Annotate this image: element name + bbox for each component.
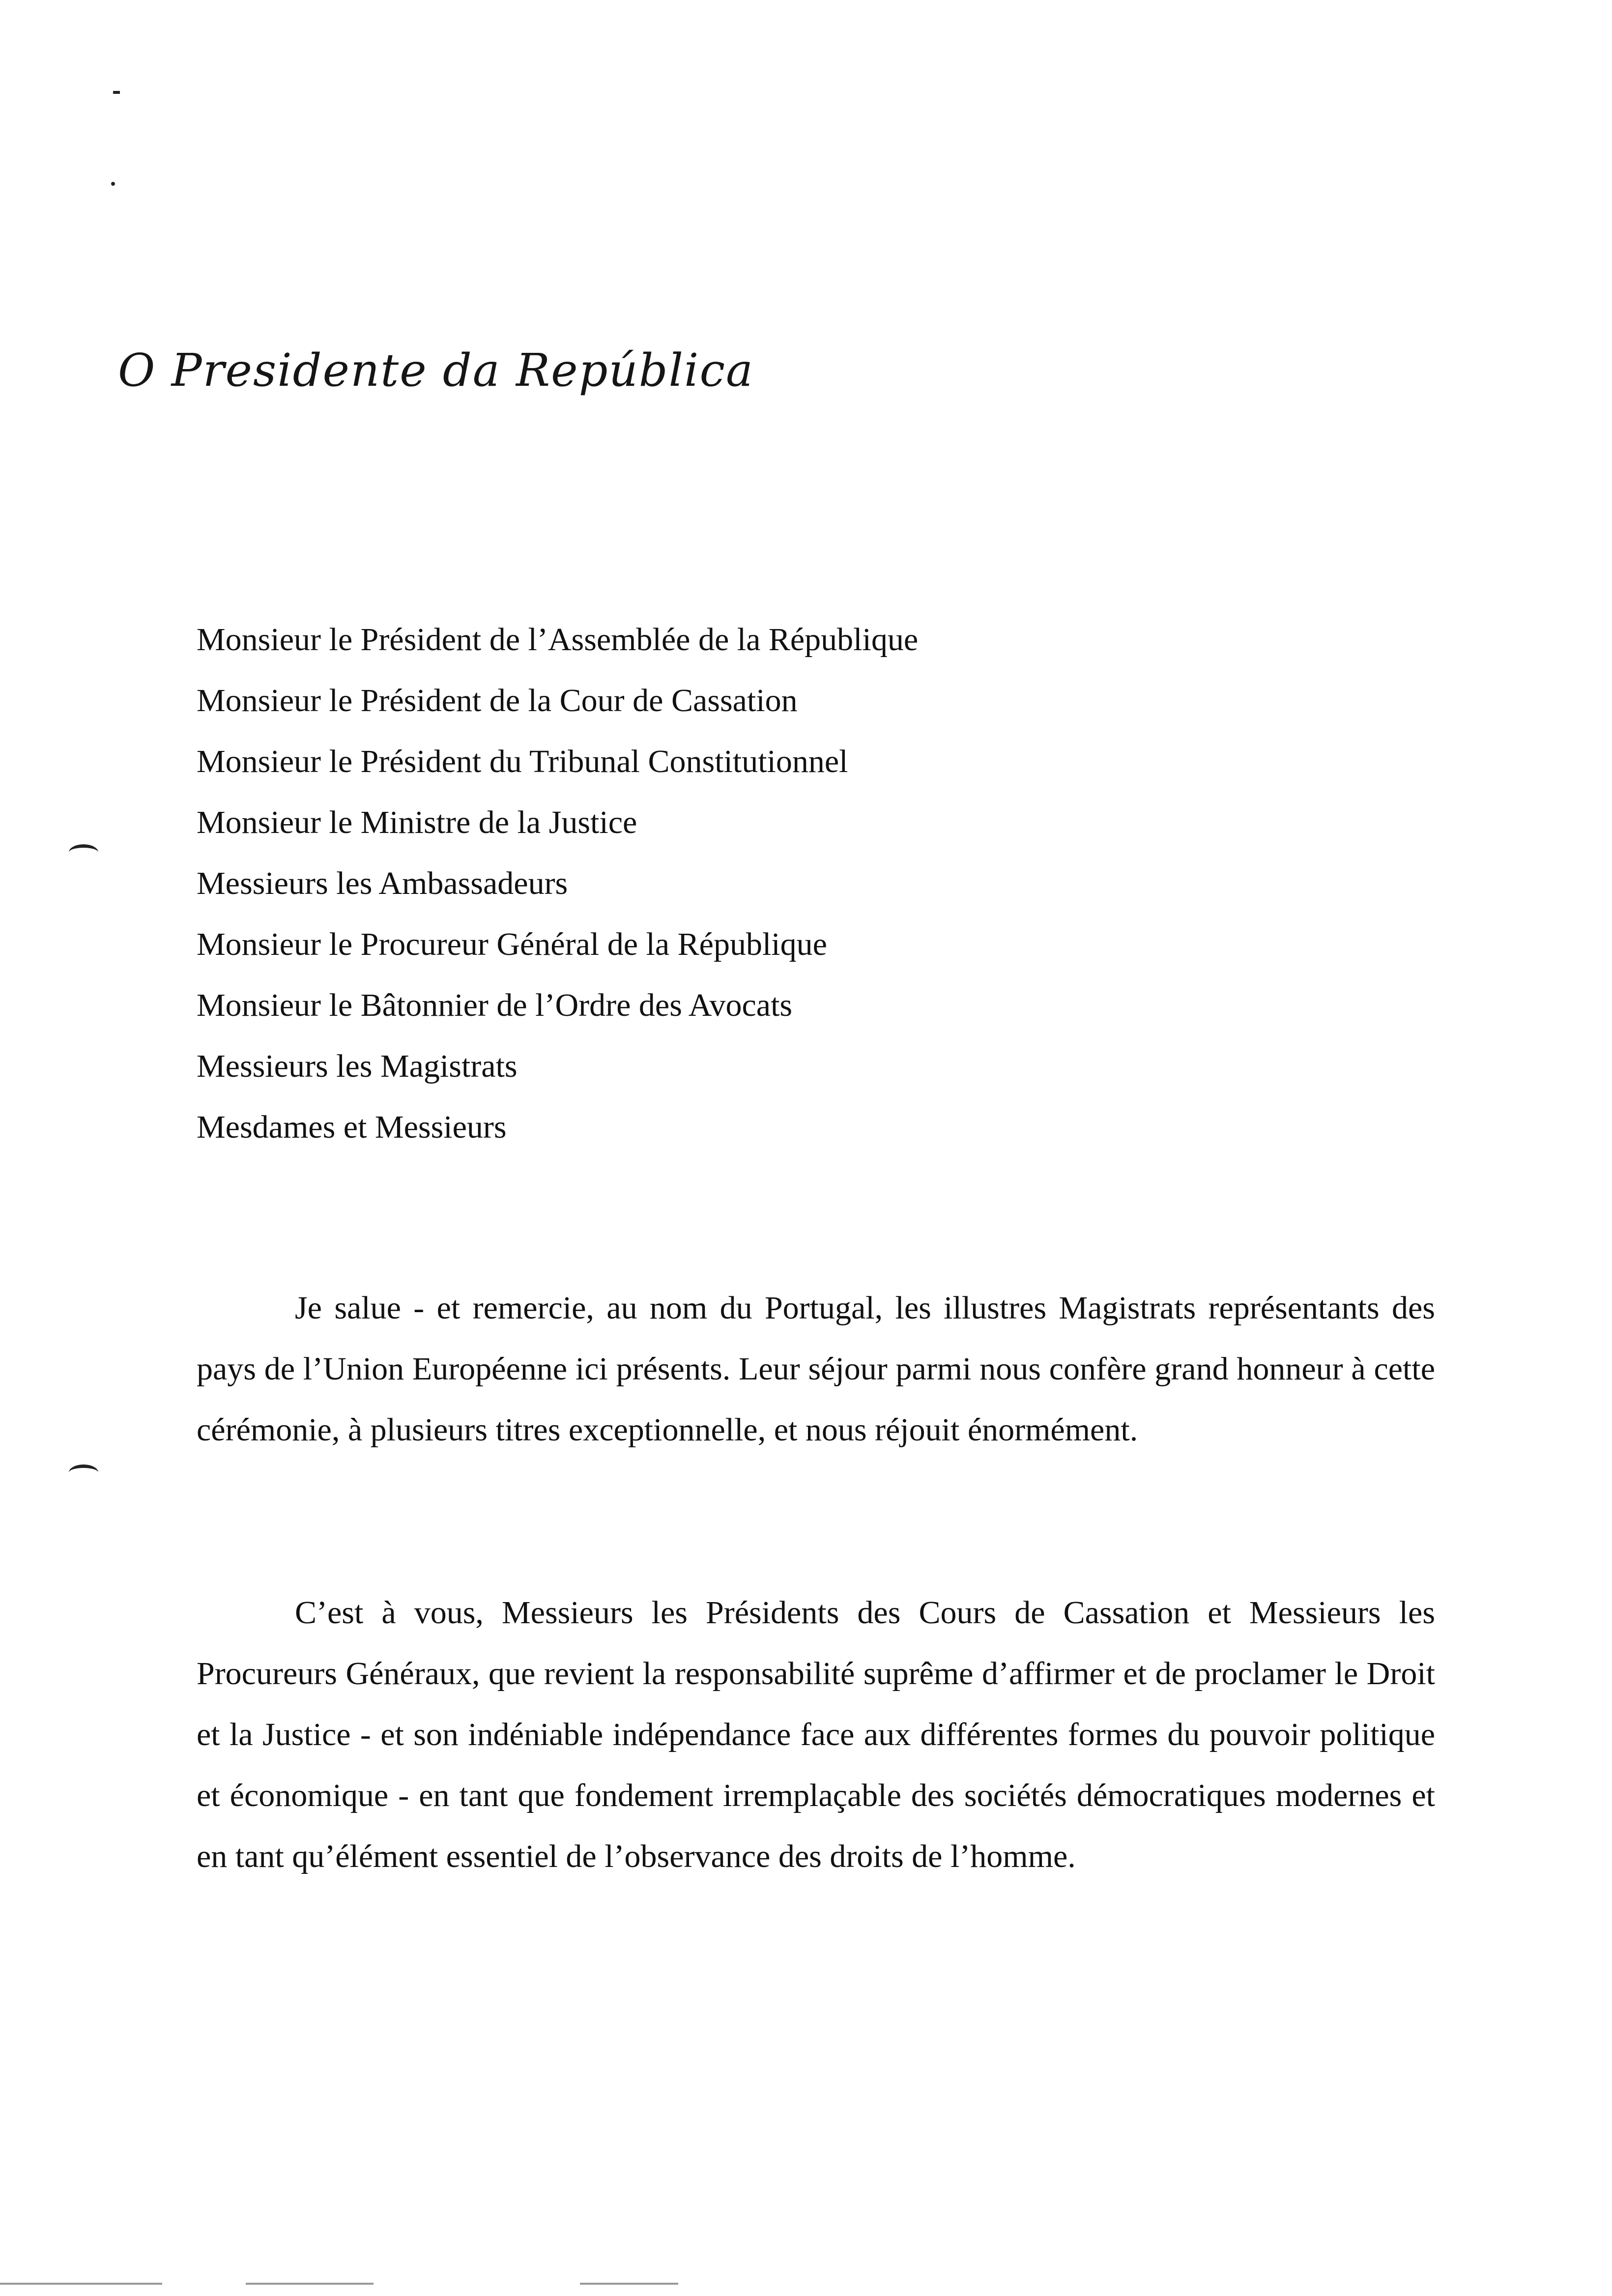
scan-artifact [246, 2283, 374, 2285]
salutation-line: Messieurs les Ambassadeurs [197, 865, 568, 901]
body-paragraph: C’est à vous, Messieurs les Présidents des Cours de Cassation et Messieurs les Procureurs Généraux, que revient la responsabilité suprême d’affirmer et de proclamer le Droit et la Justice - et son indéniable indépendance face aux différentes formes du pouvoir politique et économique - en tant que fondement irremplaçable des sociétés démocratiques modernes et en tant qu’élément essentiel de l’observance des droits de l’homme. [197, 1595, 1435, 1874]
salutation-line: Mesdames et Messieurs [197, 1109, 507, 1145]
letterhead-title: O Presidente da República [118, 344, 754, 397]
hole-punch-mark [69, 1464, 98, 1481]
salutation-line: Monsieur le Procureur Général de la République [197, 926, 827, 962]
salutation-line: Messieurs les Magistrats [197, 1048, 518, 1084]
salutation-line: Monsieur le Président de l’Assemblée de la République [197, 622, 919, 658]
scan-mark [113, 91, 120, 94]
salutation-line: Monsieur le Ministre de la Justice [197, 804, 637, 840]
hole-punch-mark [69, 844, 98, 861]
salutation-list [197, 609, 918, 1158]
scan-mark [111, 182, 115, 186]
scan-artifact [0, 2283, 162, 2285]
scan-artifact [580, 2283, 678, 2285]
salutation-line: Monsieur le Président de la Cour de Cassation [197, 683, 798, 718]
salutation-line: Monsieur le Président du Tribunal Constitutionnel [197, 744, 848, 779]
body-paragraph: Je salue - et remercie, au nom du Portugal, les illustres Magistrats représentants des pays de l’Union Européenne ici présents. Leur séjour parmi nous confère grand honneur à cette cérémonie, à plusieurs titres exceptionnelle, et nous réjouit énormément. [197, 1290, 1435, 1448]
salutation-line: Monsieur le Bâtonnier de l’Ordre des Avocats [197, 987, 793, 1023]
